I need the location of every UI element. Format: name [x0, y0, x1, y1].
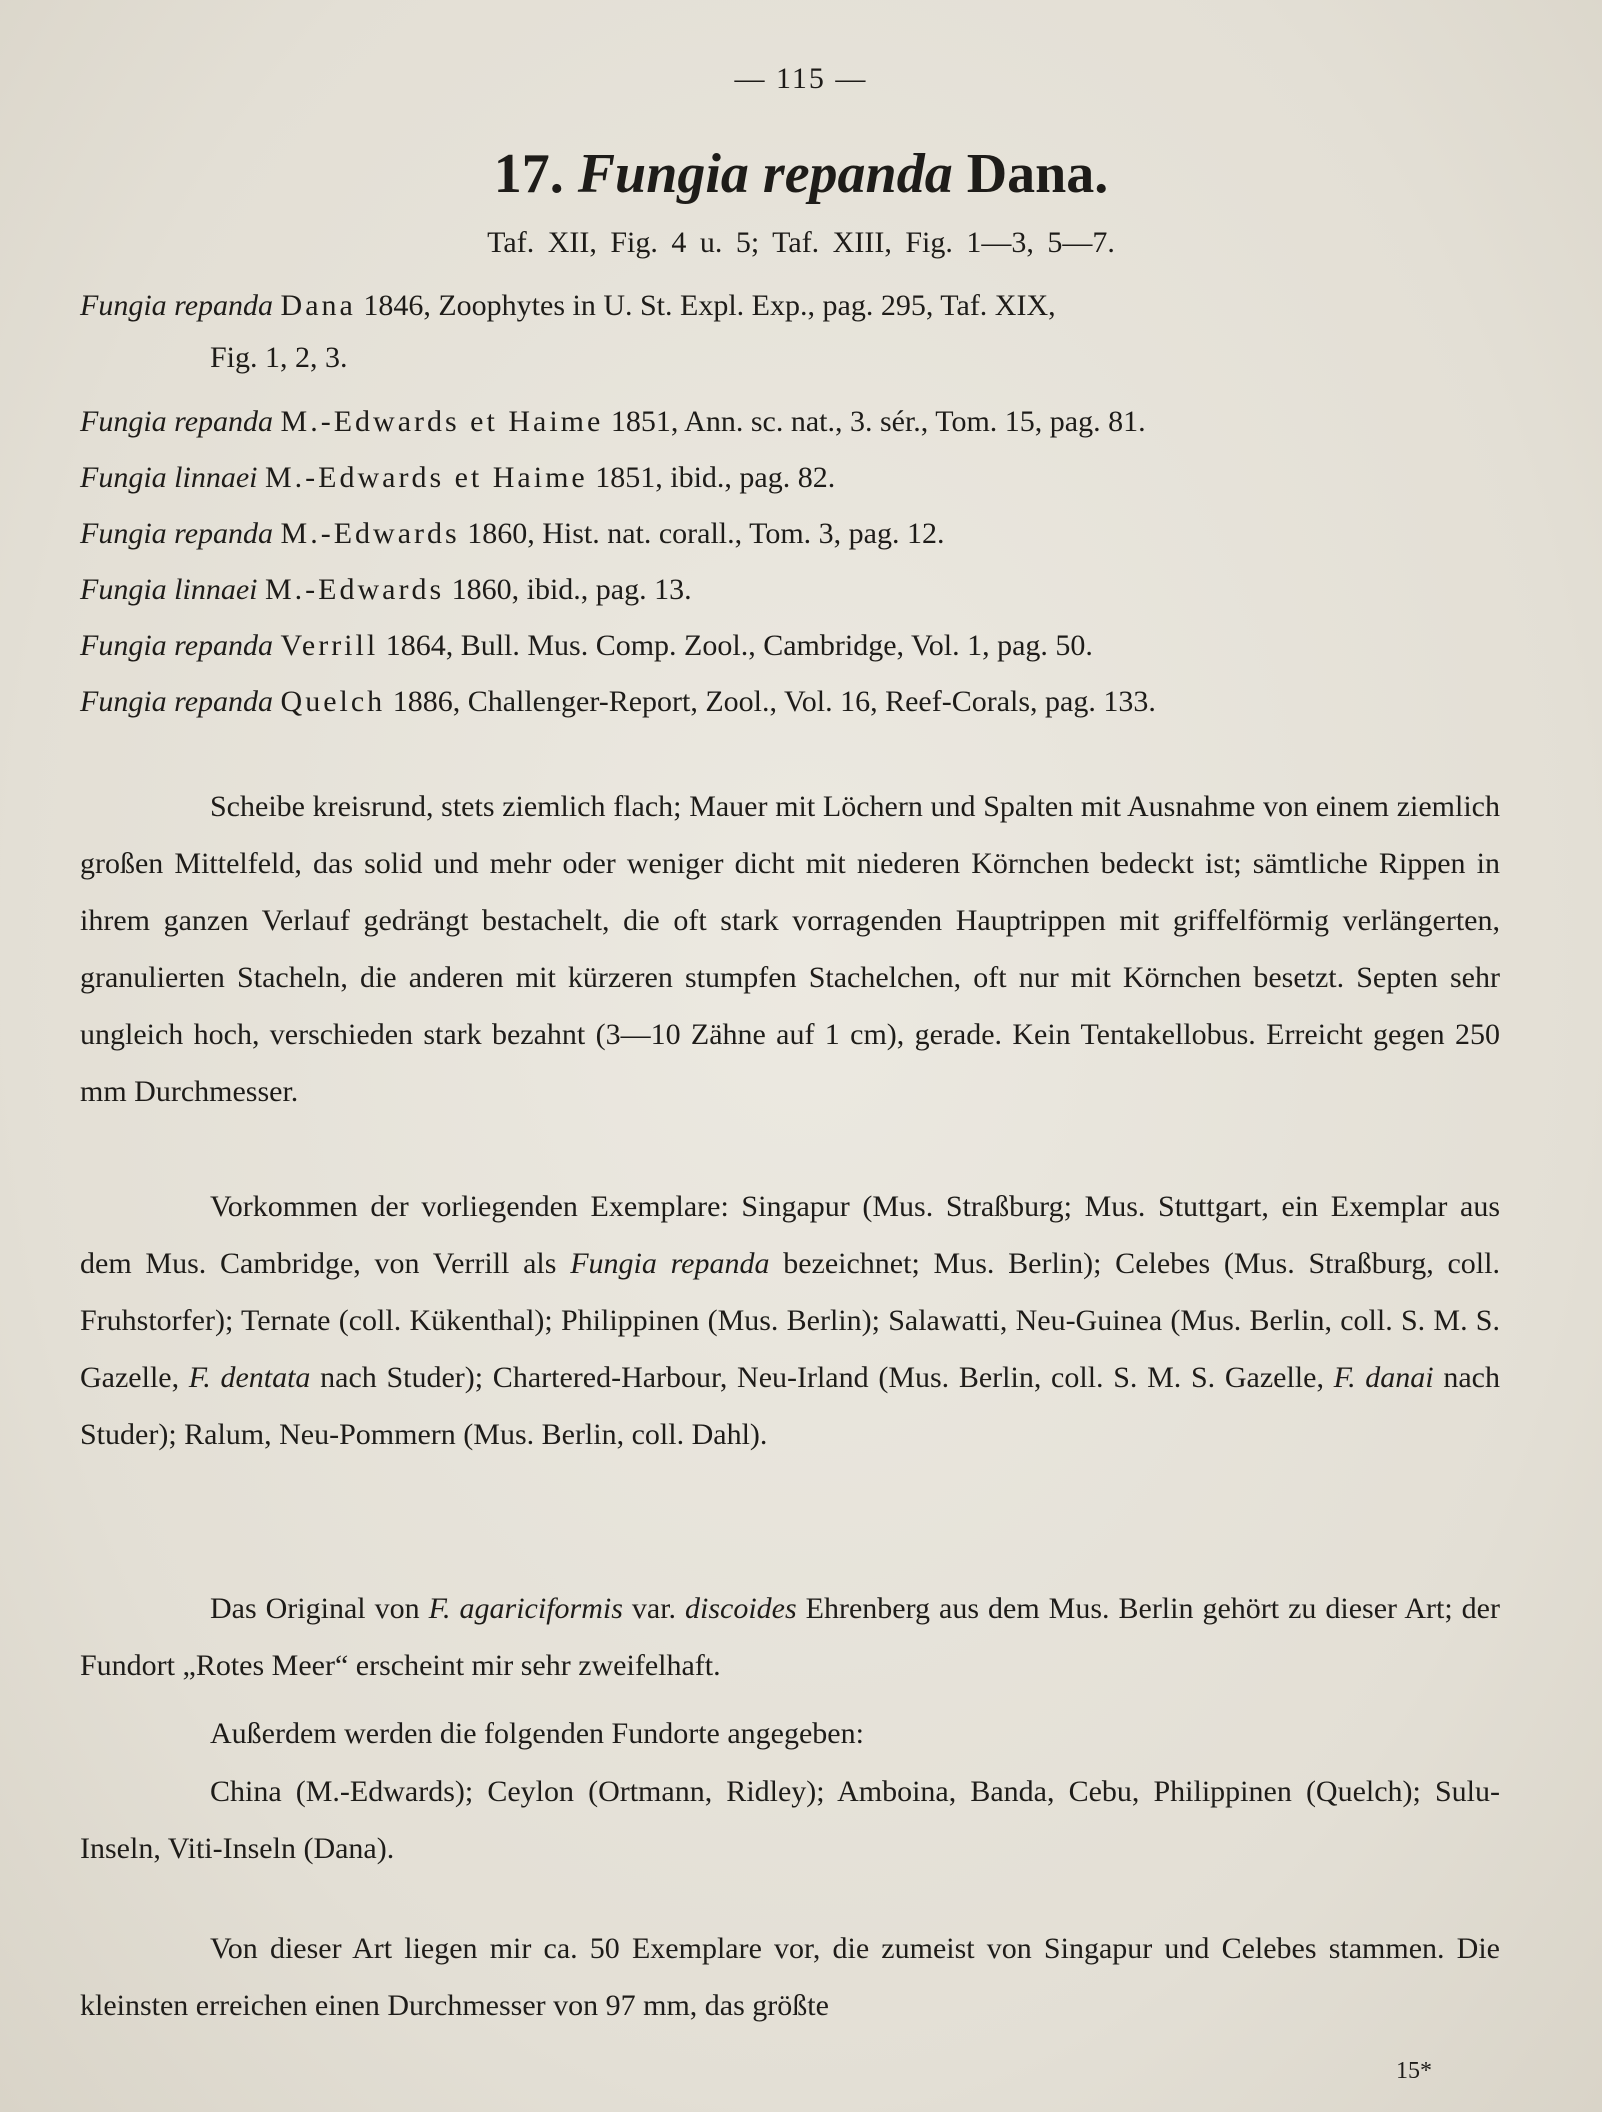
synonym-name: Fungia repanda	[80, 517, 274, 550]
synonym-entry	[80, 396, 1500, 448]
synonym-reference: 1851, ibid., pag. 82.	[595, 461, 836, 494]
occurrence-text: bezeichnet; Mus. Berlin); Celebes (Mus. Straßburg, coll. Fruhstorfer); Ternate (coll. Kükenthal); Philippinen (Mus. Berlin); Salawatti, Neu-Guinea (Mus. Berlin, coll. S. M. S. Gazelle,	[80, 1247, 1500, 1394]
synonym-author: M.-Edwards	[280, 517, 460, 550]
synonym-entry	[80, 452, 1500, 504]
synonym-entry	[80, 620, 1500, 672]
synonym-name: Fungia linnaei	[80, 573, 258, 606]
occurrence-taxon: F. danai	[1333, 1361, 1434, 1394]
synonym-entry	[80, 280, 1500, 384]
signature-mark: 15*	[1396, 2058, 1432, 2084]
description-paragraph: Scheibe kreisrund, stets ziemlich flach; Mauer mit Löchern und Spalten mit Ausnahme von einem ziemlich großen Mittelfeld, das solid und mehr oder weniger dicht mit niederen Körnchen bedeckt ist; sämtliche Rippen in ihrem ganzen Verlauf gedrängt bestachelt, die oft stark vorragenden Hauptrippen mit griffelförmig verlängerten, granulierten Stacheln, die anderen mit kürzeren stumpfen Stachelchen, oft nur mit Körnchen besetzt. Septen sehr ungleich hoch, verschieden stark bezahnt (3—10 Zähne auf 1 cm), gerade. Kein Tentakellobus. Erreicht gegen 250 mm Durchmesser.	[80, 790, 1500, 1108]
original-paragraph	[80, 1580, 1500, 1694]
synonym-entry	[80, 564, 1500, 616]
synonym-reference: 1846, Zoophytes in U. St. Expl. Exp., pag. 295, Taf. XIX,	[363, 289, 1056, 322]
synonym-name: Fungia repanda	[80, 289, 274, 322]
synonym-reference: 1886, Challenger-Report, Zool., Vol. 16, Reef-Corals, pag. 133.	[392, 685, 1156, 718]
original-taxon: F. agariciformis	[428, 1592, 623, 1625]
synonym-continuation: Fig. 1, 2, 3.	[210, 341, 348, 374]
synonym-author: M.-Edwards	[264, 573, 445, 606]
synonym-entry	[80, 508, 1500, 560]
synonym-reference: 1851, Ann. sc. nat., 3. sér., Tom. 15, pag. 81.	[610, 405, 1146, 438]
specimens-paragraph: Von dieser Art liegen mir ca. 50 Exemplare vor, die zumeist von Singapur und Celebes stammen. Die kleinsten erreichen einen Durchmesser von 97 mm, das größte	[80, 1932, 1500, 2022]
synonym-author: Dana	[280, 289, 356, 322]
synonym-reference: 1860, Hist. nat. corall., Tom. 3, pag. 12.	[467, 517, 945, 550]
synonym-name: Fungia linnaei	[80, 461, 258, 494]
localities-intro: Außerdem werden die folgenden Fundorte angegeben:	[210, 1717, 864, 1750]
synonym-name: Fungia repanda	[80, 405, 274, 438]
synonym-name: Fungia repanda	[80, 685, 274, 718]
occurrence-text: nach Studer); Chartered-Harbour, Neu-Irland (Mus. Berlin, coll. S. M. S. Gazelle,	[310, 1361, 1334, 1394]
page-number: — 115 —	[734, 62, 868, 95]
original-text: Ehrenberg aus dem Mus. Berlin gehört zu dieser Art; der Fundort „Rotes Meer“ erscheint mir sehr zweifelhaft.	[80, 1592, 1500, 1682]
synonym-reference: 1864, Bull. Mus. Comp. Zool., Cambridge, Vol. 1, pag. 50.	[385, 629, 1093, 662]
synonym-author: Quelch	[280, 685, 386, 718]
synonym-author: Verrill	[280, 629, 379, 662]
synonym-name: Fungia repanda	[80, 629, 274, 662]
original-taxon: discoides	[685, 1592, 797, 1625]
occurrence-taxon: F. dentata	[188, 1361, 311, 1394]
occurrence-text: nach Studer); Ralum, Neu-Pommern (Mus. Berlin, coll. Dahl).	[80, 1361, 1500, 1451]
original-text: var.	[622, 1592, 686, 1625]
section-number: 17.	[493, 143, 564, 205]
original-text: Das Original von	[210, 1592, 429, 1625]
synonym-reference: 1860, ibid., pag. 13.	[451, 573, 692, 606]
synonym-author: M.-Edwards et Haime	[280, 405, 604, 438]
localities-paragraph: China (M.-Edwards); Ceylon (Ortmann, Ridley); Amboina, Banda, Cebu, Philippinen (Quelch); Sulu-Inseln, Viti-Inseln (Dana).	[80, 1775, 1500, 1865]
occurrence-text: Vorkommen der vorliegenden Exemplare: Singapur (Mus. Straßburg; Mus. Stuttgart, ein Exemplar aus dem Mus. Cambridge, von Verrill als	[80, 1190, 1500, 1280]
occurrence-taxon: Fungia repanda	[570, 1247, 770, 1280]
occurrence-paragraph	[80, 1178, 1500, 1463]
species-name: Fungia repanda	[577, 143, 953, 205]
synonym-author: M.-Edwards et Haime	[264, 461, 588, 494]
plate-references: Taf. XII, Fig. 4 u. 5; Taf. XIII, Fig. 1—3, 5—7.	[487, 226, 1115, 259]
species-author: Dana.	[966, 143, 1109, 205]
synonym-entry	[80, 676, 1500, 728]
section-title	[0, 142, 1602, 206]
